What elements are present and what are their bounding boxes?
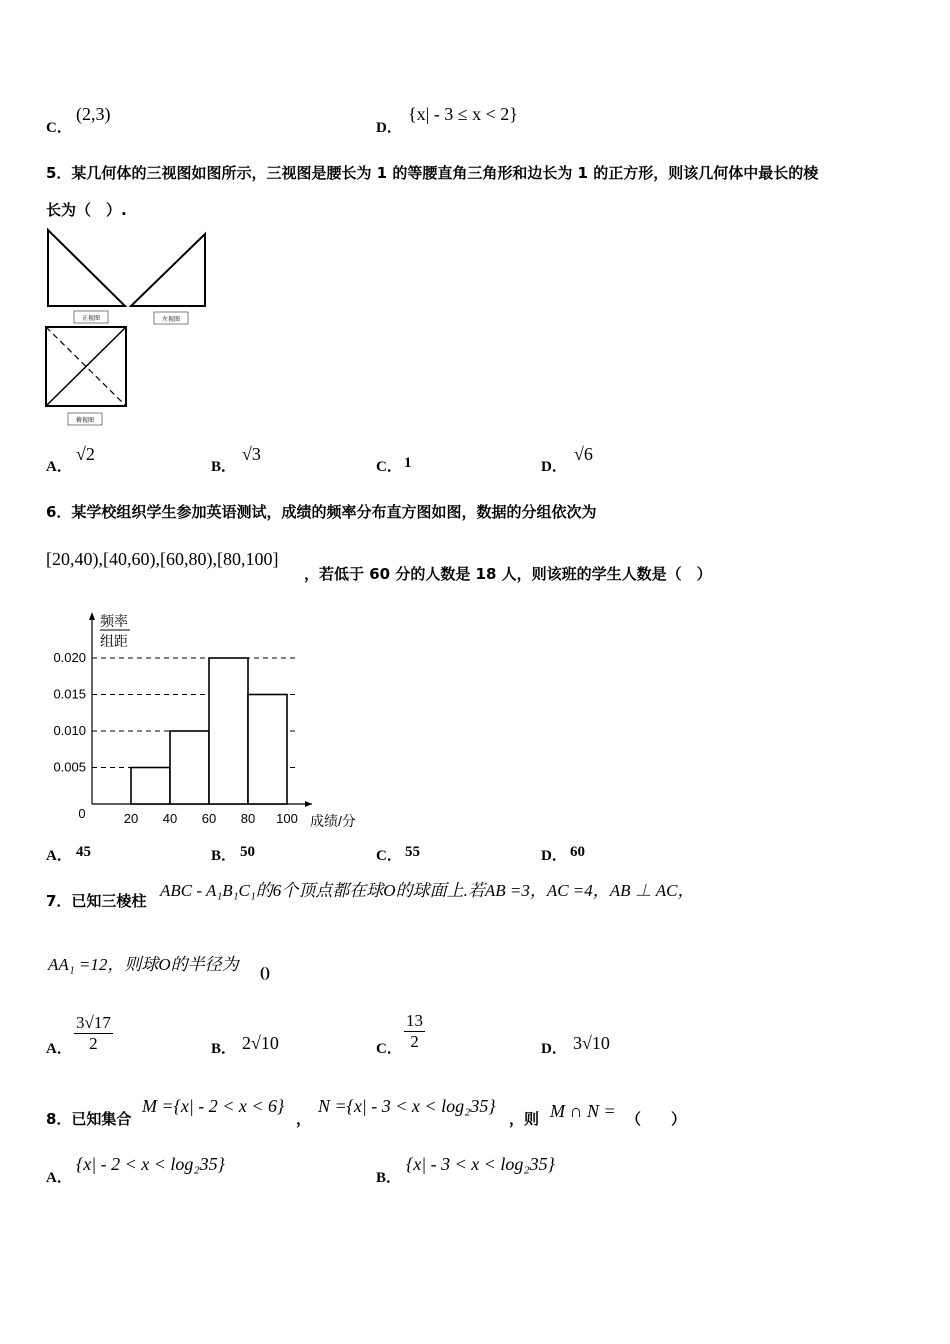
q6-stem-line2: ，若低于 60 分的人数是 18 人，则该班的学生人数是（ ） (304, 565, 712, 583)
q7-option-d-label: D． (541, 1041, 567, 1057)
q6-stem-line1: 6．某学校组织学生参加英语测试，成绩的频率分布直方图如图，数据的分组依次为 (46, 503, 597, 521)
q6-option-d-value: 60 (570, 844, 585, 860)
front-view-caption: 正视图 (81, 316, 101, 322)
q5-option-a-label: A． (46, 459, 72, 475)
q5-option-b-value: √3 (242, 444, 261, 464)
q5-option-c-value: 1 (404, 455, 412, 471)
x-axis-arrow (305, 801, 312, 807)
y-label-numerator: 频率 (100, 613, 128, 629)
q7-option-c-fraction (404, 1011, 425, 1052)
q4-option-c-label: C． (46, 120, 72, 136)
q7-option-a-numerator: 3√17 (76, 1013, 111, 1032)
q5-option-b-label: B． (211, 459, 237, 475)
q7-paren: () (260, 965, 270, 981)
q6-option-a-value: 45 (76, 844, 91, 860)
x-tick-label: 80 (240, 811, 256, 826)
q6-groups: [20,40),[40,60),[60,80),[80,100] (46, 549, 279, 569)
q4-option-c-value: (2,3) (76, 104, 111, 124)
x-tick-label: 60 (201, 811, 217, 826)
q6-option-a-label: A． (46, 848, 72, 864)
q7-option-a-denominator: 2 (89, 1034, 98, 1053)
q6-option-c-value: 55 (405, 844, 420, 860)
q7-option-b-value: 2√10 (242, 1033, 279, 1053)
q7-option-d-value: 3√10 (573, 1033, 610, 1053)
y-axis-arrow (89, 612, 95, 620)
q8-expression: M ∩ N = (550, 1101, 616, 1121)
y-tick-label: 0.010 (53, 723, 86, 738)
q7-option-c-numerator: 13 (406, 1011, 423, 1030)
side-view-caption: 左视图 (161, 317, 181, 323)
top-view-caption: 俯视图 (75, 418, 95, 424)
y-tick-label: 0.005 (53, 759, 86, 775)
q8-paren: （ ） (626, 1110, 687, 1128)
bar-[60,80) (209, 658, 248, 804)
front-view-triangle (48, 230, 125, 306)
q7-option-a-label: A． (46, 1041, 72, 1057)
q6-option-d-label: D． (541, 848, 567, 864)
q7-option-a-fraction (74, 1013, 113, 1054)
q5-option-d-label: D． (541, 459, 567, 475)
x-tick-label: 100 (276, 811, 298, 826)
q8-set-n: N ={x| - 3 < x < log₂35} (318, 1096, 496, 1116)
x-tick-label: 20 (123, 811, 139, 826)
q6-option-b-value: 50 (240, 844, 255, 860)
side-view-triangle (131, 234, 205, 306)
bar-[80,100] (248, 695, 287, 805)
bar-[40,60) (170, 731, 209, 804)
q7-prefix: 7．已知三棱柱 (46, 892, 147, 910)
q6-option-c-label: C． (376, 848, 402, 864)
y-tick-label: 0.015 (53, 686, 86, 702)
q5-stem-line2: 长为（ ）. (46, 201, 127, 219)
q5-option-a-value: √2 (76, 444, 95, 464)
q8-separator: ， (296, 1110, 312, 1128)
q8-option-a-value: {x| - 2 < x < log₂35} (76, 1154, 225, 1174)
x-label: 成绩/分 (310, 813, 356, 829)
q7-line2-math: AA₁ =12，则球O的半径为 (48, 955, 239, 974)
q8-suffix: ，则 (509, 1110, 540, 1128)
origin-label: 0 (78, 806, 86, 821)
q5-stem-line1: 5．某几何体的三视图如图所示，三视图是腰长为 1 的等腰直角三角形和边长为 1 的正方形，则该几何体中最长的棱 (46, 164, 819, 182)
x-tick-label: 40 (162, 811, 178, 826)
q5-option-c-label: C． (376, 459, 402, 475)
q6-option-b-label: B． (211, 848, 237, 864)
q8-option-b-label: B． (376, 1170, 402, 1186)
q7-line1-math: ABC - A₁B₁C₁的6个顶点都在球O的球面上.若AB =3，AC =4，AB ⊥ AC， (160, 881, 695, 900)
bar-[20,40) (131, 768, 170, 805)
q4-option-d-value: {x| - 3 ≤ x < 2} (408, 104, 518, 124)
q7-option-c-denominator: 2 (410, 1032, 419, 1051)
q5-option-d-value: √6 (574, 444, 593, 464)
histogram (40, 606, 370, 836)
y-label-denominator: 组距 (100, 633, 128, 649)
q8-option-b-value: {x| - 3 < x < log₂35} (406, 1154, 555, 1174)
q8-option-a-label: A． (46, 1170, 72, 1186)
q4-option-d-label: D． (376, 120, 402, 136)
q8-prefix: 8．已知集合 (46, 1110, 132, 1128)
q8-set-m: M ={x| - 2 < x < 6} (142, 1096, 285, 1116)
q7-option-c-label: C． (376, 1041, 402, 1057)
three-view-figure (40, 226, 220, 431)
y-tick-label: 0.020 (53, 650, 86, 665)
q7-option-b-label: B． (211, 1041, 237, 1057)
